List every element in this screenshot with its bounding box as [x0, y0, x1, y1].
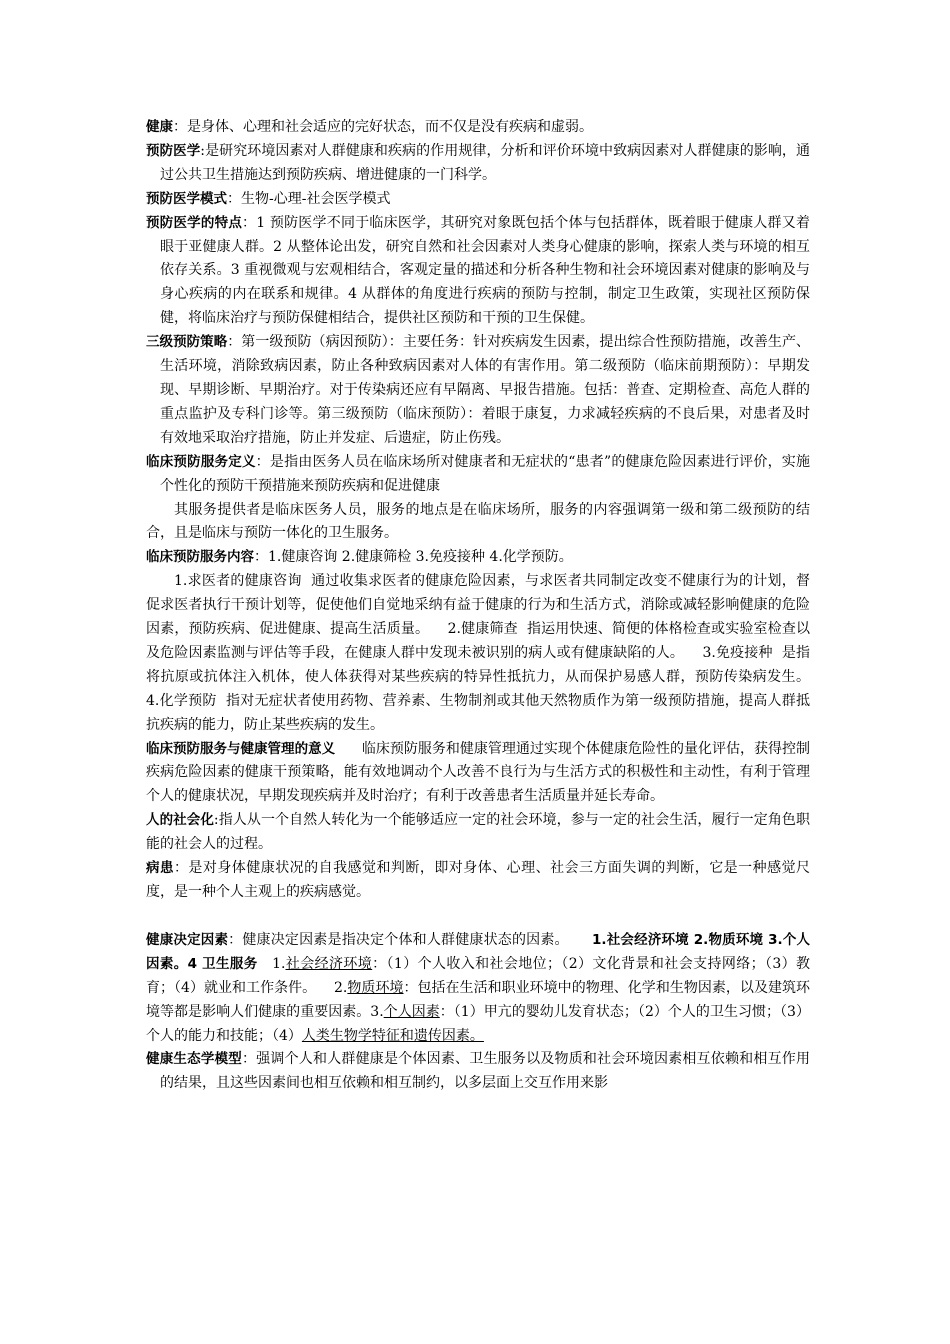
- def-three-level-prevention: ：第一级预防（病因预防）：主要任务：针对疾病发生因素，提出综合性预防措施，改善生产、生活环境，消除致病因素，防止各种致病因素对人体的有害作用。第二级预防（临床前期预防）：早期发现、早期诊断、早期治疗。对于传染病还应有早隔离、早报告措施。包括：普查、定期检查、高危人群的重点监护及专科门诊等。第三级预防（临床预防）：着眼于康复，力求减轻疾病的不良后果，对患者及时有效地采取治疗措施，防止并发症、后遗症，防止伤残。: [160, 334, 811, 446]
- para-medical-model: [146, 188, 810, 212]
- para-health: [146, 116, 810, 140]
- def-ecological-model: ：强调个人和人群健康是个体因素、卫生服务以及物质和社会环境因素相互依赖和相互作用的结果，且这些因素间也相互依赖和相互制约，以多层面上交互作用来影: [160, 1051, 811, 1092]
- para-illness: [146, 857, 810, 905]
- term-clinical-prevention-definition: 临床预防服务定义: [146, 453, 256, 470]
- document-page: [146, 116, 828, 1096]
- def-illness: ：是对身体健康状况的自我感觉和判断，即对身体、心理、社会三方面失调的判断，它是一种感觉尺度，是一种个人主观上的疾病感觉。: [146, 860, 811, 900]
- para-preventive-medicine: [146, 140, 810, 188]
- term-medical-model: 预防医学模式: [146, 190, 227, 207]
- det-personal: 个人因素: [383, 1003, 440, 1020]
- term-three-level-prevention: 三级预防策略: [146, 334, 228, 351]
- term-significance: 临床预防服务与健康管理的意义: [146, 740, 336, 757]
- def-features: ：1 预防医学不同于临床医学，其研究对象既包括个体与包括群体，既着眼于健康人群又着眼于亚健康人群。2 从整体论出发，研究自然和社会因素对人类身心健康的影响，探索人类与环境的相互依存关系。3 重视微观与宏观相结合，客观定量的描述和分析各种生物和社会环境因素对健康的影响及与身心疾病的内在联系和规律。4 从群体的角度进行疾病的预防与控制，制定卫生政策，实现社区预防保健，将临床治疗与预防保健相结合，提供社区预防和干预的卫生保健。: [160, 214, 810, 327]
- para-clinical-prevention-definition: [146, 451, 810, 499]
- def-preventive-medicine: :是研究环境因素对人群健康和疾病的作用规律，分析和评价环境中致病因素对人群健康的影响，通过公共卫生措施达到预防疾病、增进健康的一门科学。: [160, 142, 810, 183]
- para-service-content: [146, 546, 810, 570]
- det-num-1: 1.: [272, 955, 286, 972]
- def-medical-model: ：生物-心理-社会医学模式: [227, 190, 391, 207]
- para-features: [146, 212, 810, 332]
- def-service-content: ：1.健康咨询 2.健康筛检 3.免疫接种 4.化学预防。: [254, 549, 573, 566]
- para-ecological-model: [146, 1048, 810, 1096]
- term-features: 预防医学的特点: [146, 214, 243, 231]
- det-socioeconomic: 社会经济环境: [285, 955, 373, 972]
- det-physical: 物质环境: [347, 979, 404, 996]
- term-service-content: 临床预防服务内容: [146, 549, 254, 566]
- para-service-content-detail: 1.求医者的健康咨询 通过收集求医者的健康危险因素，与求医者共同制定改变不健康行为的计划，督促求医者执行干预计划等，促使他们自觉地采纳有益于健康的行为和生活方式，消除或减轻影响健康的危险因素，预防疾病、促进健康、提高生活质量。 2.健康筛查 指运用快速、简便的体格检查或实验室检查以及危险因素监测与评估等手段，在健康人群中发现未被识别的病人或有健康缺陷的人。 3.免疫接种 是指将抗原或抗体注入机体，使人体获得对某些疾病的特异性抵抗力，从而保护易感人群，预防传染病发生。 4.化学预防 指对无症状者使用药物、营养素、生物制剂或其他天然物质作为第一级预防措施，提高人群抵抗疾病的能力，防止某些疾病的发生。: [146, 573, 828, 733]
- det-physical-text: ：包括在生活和职业环境中的物理、化学和生物因素，以及建筑环境等都是影响人们健康的重要因素。3.: [146, 979, 810, 1020]
- def-health: ：是身体、心理和社会适应的完好状态，而不仅是没有疾病和虚弱。: [173, 119, 593, 135]
- para-significance: [146, 738, 810, 810]
- term-health: 健康: [146, 119, 173, 135]
- term-preventive-medicine: 预防医学: [146, 142, 201, 159]
- term-illness: 病患: [146, 860, 174, 877]
- det-biology: 人类生物学特征和遗传因素。: [301, 1027, 484, 1044]
- def-socialization: :指人从一个自然人转化为一个能够适应一定的社会环境，参与一定的社会生活，履行一定角色职能的社会人的过程。: [146, 812, 810, 853]
- det-personal-text: ：（1）甲亢的婴幼儿发育状态；（2）个人的卫生习惯；（3）个人的能力和技能；（4）: [146, 1003, 810, 1044]
- para-determinants: [146, 929, 810, 1049]
- para-service-provider: 其服务提供者是临床医务人员，服务的地点是在临床场所，服务的内容强调第一级和第二级预防的结合，且是临床与预防一体化的卫生服务。: [146, 501, 810, 542]
- para-socialization: [146, 809, 810, 857]
- blank-line: [146, 905, 810, 929]
- term-determinants: 健康决定因素: [146, 931, 229, 948]
- def-determinants: ：健康决定因素是指决定个体和人群健康状态的因素。: [228, 931, 569, 948]
- para-three-level-prevention: [146, 331, 810, 451]
- term-ecological-model: 健康生态学模型: [146, 1051, 242, 1068]
- term-socialization: 人的社会化: [146, 812, 214, 829]
- determinants-list: 1.社会经济环境 2.物质环境 3.个人因素。4 卫生服务: [146, 931, 811, 972]
- det-socioeconomic-text: ：（1）个人收入和社会地位；（2）文化背景和社会支持网络；（3）教育；（4）就业和工作条件。 2.: [146, 955, 811, 996]
- def-clinical-prevention-definition: ：是指由医务人员在临床场所对健康者和无症状的“患者”的健康危险因素进行评价，实施个性化的预防干预措施来预防疾病和促进健康: [160, 453, 811, 494]
- def-significance: 临床预防服务和健康管理通过实现个体健康危险性的量化评估，获得控制疾病危险因素的健康干预策略，能有效地调动个人改善不良行为与生活方式的积极性和主动性，有利于管理个人的健康状况，早期发现疾病并及时治疗；有利于改善患者生活质量并延长寿命。: [146, 740, 811, 805]
